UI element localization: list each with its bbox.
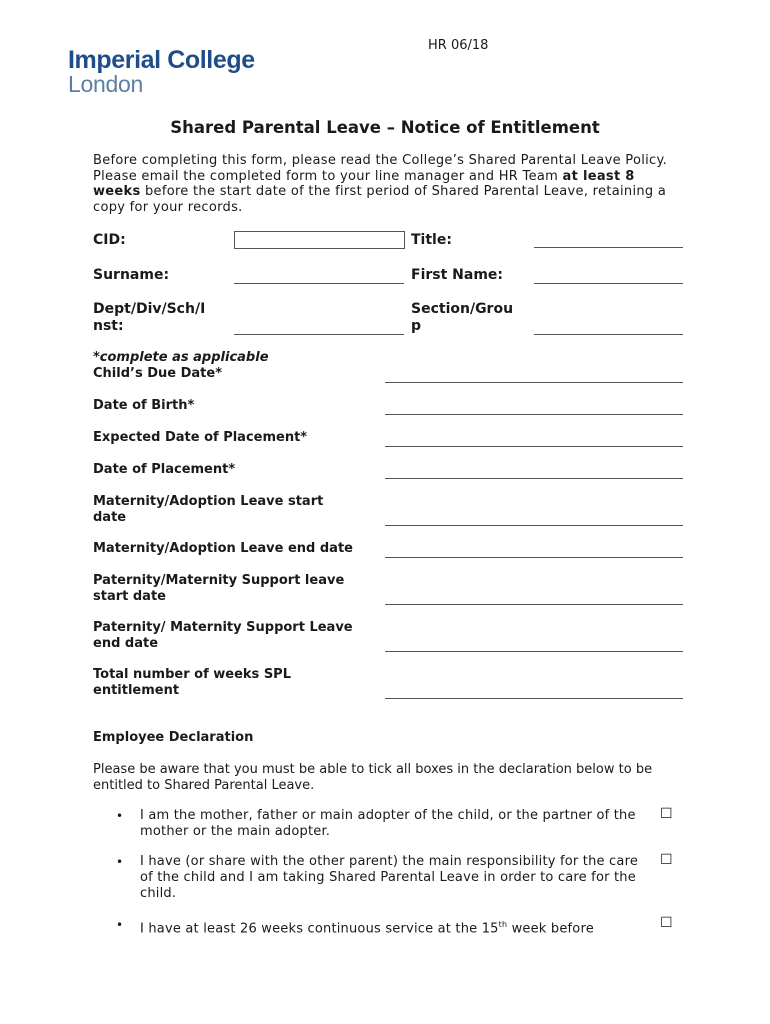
- section-label-line1: Section/Grou: [411, 301, 514, 317]
- dept-field[interactable]: [234, 334, 404, 335]
- expected-placement-field[interactable]: [385, 446, 683, 447]
- intro-text-2: before the start date of the first period of Shared Parental Leave, retaining a copy for your records.: [93, 184, 667, 215]
- pat-end-field[interactable]: [385, 651, 683, 652]
- first-name-field[interactable]: [534, 283, 683, 284]
- intro-text-1: Before completing this form, please read the College’s Shared Parental Leave Policy. Please email the completed form to your line manager and HR Team: [93, 153, 668, 184]
- bullet-2: •: [116, 855, 124, 869]
- section-label: [411, 301, 513, 335]
- pat-end-line2: end date: [93, 636, 159, 651]
- mat-start-label: [93, 494, 323, 526]
- placement-label: Date of Placement*: [93, 462, 236, 477]
- checkbox-icon-2[interactable]: ☐: [660, 852, 673, 868]
- section-field[interactable]: [534, 334, 683, 335]
- logo-line1: Imperial College: [68, 46, 255, 74]
- checkbox-icon-1[interactable]: ☐: [660, 806, 673, 822]
- total-weeks-label: [93, 667, 291, 699]
- section-label-line2: p: [411, 318, 422, 334]
- dept-label: [93, 301, 205, 335]
- pat-end-line1: Paternity/ Maternity Support Leave: [93, 620, 353, 635]
- checkbox-icon-3[interactable]: ☐: [660, 915, 673, 931]
- pat-start-label: [93, 573, 344, 605]
- cid-field[interactable]: [234, 231, 405, 249]
- mat-start-field[interactable]: [385, 525, 683, 526]
- document-reference: HR 06/18: [428, 38, 489, 53]
- mat-end-field[interactable]: [385, 557, 683, 558]
- due-date-field[interactable]: [385, 382, 683, 383]
- title-label: Title:: [411, 232, 452, 248]
- page-title: Shared Parental Leave – Notice of Entitlement: [170, 118, 600, 137]
- bullet-1: •: [116, 809, 124, 823]
- pat-start-line2: start date: [93, 589, 166, 604]
- dob-label: Date of Birth*: [93, 398, 195, 413]
- due-date-label: Child’s Due Date*: [93, 366, 222, 381]
- complete-note: *complete as applicable: [93, 350, 269, 365]
- dob-field[interactable]: [385, 414, 683, 415]
- declaration-item-3: [140, 917, 645, 937]
- title-field[interactable]: [534, 247, 683, 248]
- pat-end-label: [93, 620, 353, 652]
- item3-text-2: week before: [507, 921, 594, 937]
- intro-bold: at least 8 weeks: [93, 168, 635, 199]
- item3-superscript: th: [498, 920, 508, 929]
- declaration-item-2: I have (or share with the other parent) the main responsibility for the care of the child and I am taking Shared Parental Leave in order to care for the child.: [140, 854, 639, 901]
- intro-paragraph: [93, 153, 683, 215]
- declaration-item-1: I am the mother, father or main adopter of the child, or the partner of the mother or the main adopter.: [140, 808, 636, 839]
- total-weeks-line1: Total number of weeks SPL: [93, 667, 291, 682]
- placement-field[interactable]: [385, 478, 683, 479]
- mat-end-label: Maternity/Adoption Leave end date: [93, 541, 353, 556]
- bullet-3: •: [116, 918, 124, 932]
- item3-text-1: I have at least 26 weeks continuous service at the 15: [140, 921, 499, 937]
- expected-placement-label: Expected Date of Placement*: [93, 430, 308, 445]
- cid-label: CID:: [93, 232, 126, 248]
- surname-field[interactable]: [234, 283, 404, 284]
- total-weeks-field[interactable]: [385, 698, 683, 699]
- pat-start-field[interactable]: [385, 604, 683, 605]
- first-name-label: First Name:: [411, 267, 504, 283]
- dept-label-line2: nst:: [93, 318, 124, 334]
- logo-line2: London: [68, 71, 143, 97]
- imperial-college-logo: [68, 48, 255, 96]
- surname-label: Surname:: [93, 267, 170, 283]
- dept-label-line1: Dept/Div/Sch/I: [93, 301, 206, 317]
- declaration-instruction: Please be aware that you must be able to tick all boxes in the declaration below to be entitled to Shared Parental Leave.: [93, 762, 653, 793]
- total-weeks-line2: entitlement: [93, 683, 180, 698]
- mat-start-line2: date: [93, 510, 127, 525]
- declaration-heading: Employee Declaration: [93, 730, 254, 745]
- pat-start-line1: Paternity/Maternity Support leave: [93, 573, 345, 588]
- mat-start-line1: Maternity/Adoption Leave start: [93, 494, 324, 509]
